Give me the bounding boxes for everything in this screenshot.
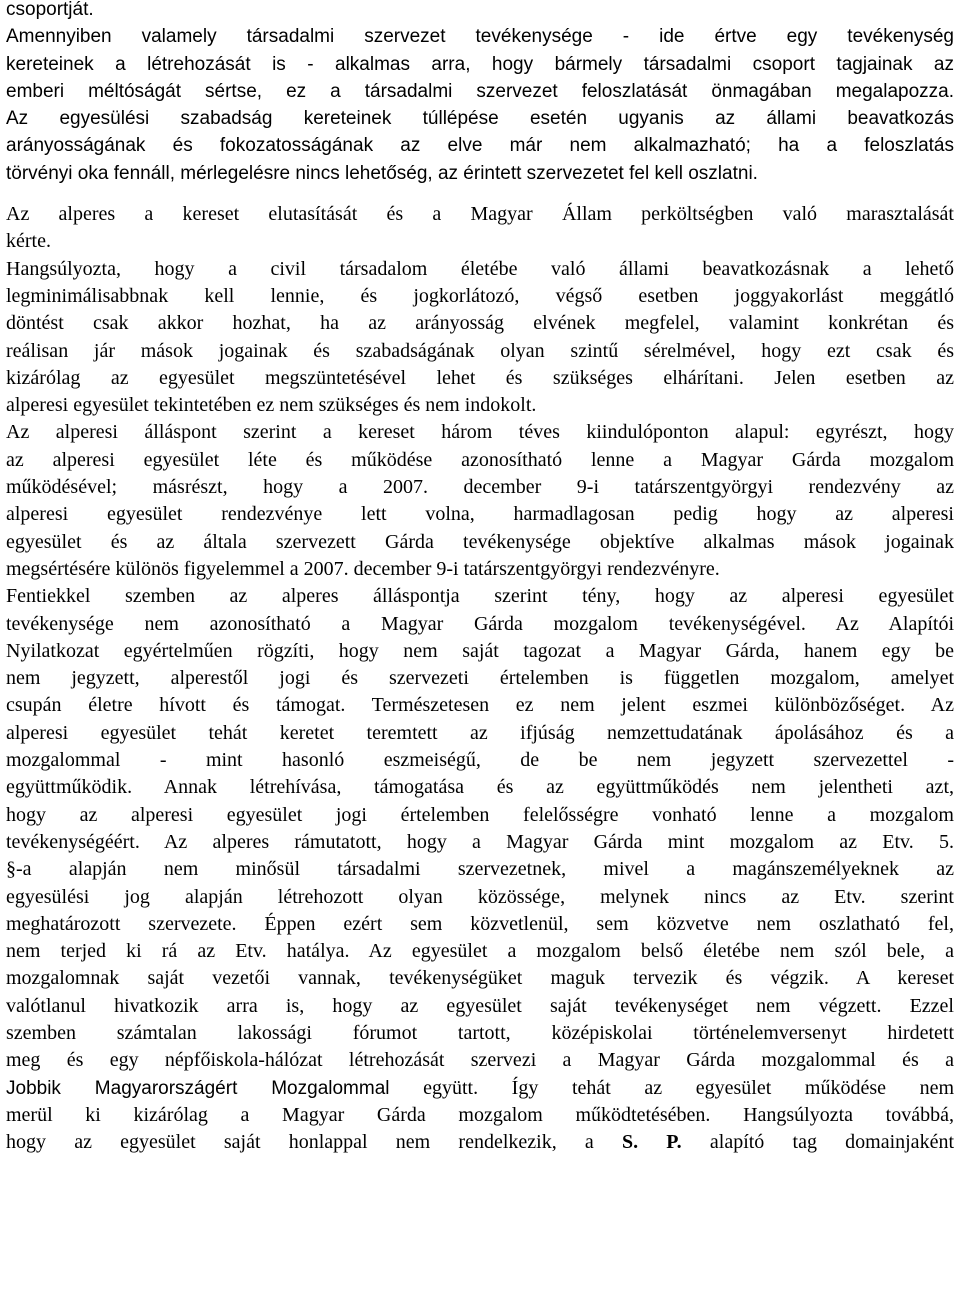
text-run: hogy az egyesület saját honlappal nem rendelkezik, a — [6, 1131, 622, 1154]
text-line: Nyilatkozat egyértelműen rögzíti, hogy nem saját tagozat a Magyar Gárda, hanem egy be — [6, 639, 954, 662]
text-line: kérte. — [6, 230, 51, 253]
paragraph-5 — [6, 419, 954, 583]
text-line: egyesület és az általa szervezett Gárda tevékenysége objektíve alkalmas mások jogainak — [6, 530, 954, 553]
text-line: működésével; másrészt, hogy a 2007. december 9-i tatárszentgyörgyi rendezvény az — [6, 476, 954, 499]
text-line: Az egyesülési szabadság kereteinek túllépése esetén ugyanis az állami beavatkozás — [6, 108, 954, 130]
text-line: Amennyiben valamely társadalmi szervezet tevékenysége - ide értve egy tevékenység — [6, 26, 954, 48]
text-line: tevékenysége nem azonosítható a Magyar Gárda mozgalom tevékenységével. Az Alapítói — [6, 612, 954, 635]
text-line: Az alperesi álláspont szerint a kereset három téves kiindulóponton alapul: egyrészt, hogy — [6, 421, 954, 444]
text-line: meg és egy népfőiskola-hálózat létrehozását szervezi a Magyar Gárda mozgalommal és a — [6, 1049, 954, 1072]
text-line: mozgalomnak saját vezetői vannak, tevékenységüket maguk tervezik és végzik. A kereset — [6, 967, 954, 990]
text-line: alperesi egyesület tehát keretet teremtett az ifjúság nemzettudatának ápolásához és a — [6, 721, 954, 744]
text-line: egyesülési jog alapján létrehozott olyan közössége, melynek nincs az Etv. szerint — [6, 885, 954, 908]
text-line — [6, 1129, 954, 1156]
text-line: tevékenységéért. Az alperes rámutatott, hogy a Magyar Gárda mint mozgalom az Etv. 5. — [6, 830, 954, 853]
text-line: legminimálisabbnak kell lennie, és jogkorlátozó, végső esetben joggyakorlást meggátló — [6, 284, 954, 307]
text-line: emberi méltóságát sértse, ez a társadalmi szervezet feloszlatását önmagában megalapozza. — [6, 80, 954, 102]
text-line: Fentiekkel szemben az alperes álláspontja szerint tény, hogy az alperesi egyesület — [6, 585, 954, 608]
text-line: nem terjed ki rá az Etv. hatálya. Az egyesület a mozgalom belső életébe nem szól bele, a — [6, 940, 954, 963]
text-line: §-a alapján nem minősül társadalmi szervezetnek, mivel a magánszemélyeknek az — [6, 858, 954, 881]
text-line — [6, 1075, 954, 1102]
text-line: arányosságának és fokozatosságának az elve már nem alkalmazható; ha a feloszlatás — [6, 135, 954, 157]
paragraph-3 — [6, 201, 954, 256]
paragraph-2 — [6, 105, 954, 187]
text-run: együtt. Így tehát az egyesület működése nem — [389, 1076, 955, 1099]
text-line: Az alperes a kereset elutasítását és a Magyar Állam perköltségben való marasztalását — [6, 203, 954, 226]
text-line: az alperesi egyesület léte és működése azonosítható lenne a Magyar Gárda mozgalom — [6, 448, 954, 471]
text-line: valótlanul hivatkozik arra is, hogy az egyesület saját tevékenységet nem végzett. Ezzel — [6, 994, 954, 1017]
text-line: csupán életre hívott és támogat. Természetesen ez nem jelent eszmei különbözőséget. Az — [6, 694, 954, 717]
text-line: meghatározott szervezete. Éppen ezért sem közvetlenül, sem közvetve nem oszlatható fel, — [6, 912, 954, 935]
text-line: szemben számtalan lakossági fórumot tartott, középiskolai történelemversenyt hirdetett — [6, 1021, 954, 1044]
text-line: megsértésére különös figyelemmel a 2007. december 9-i tatárszentgyörgyi rendezvényre. — [6, 557, 720, 580]
text-run: alapító tag domainjaként — [681, 1131, 954, 1154]
text-line: együttműködik. Annak létrehívása, támogatása és az együttműködés nem jelentheti azt, — [6, 776, 954, 799]
person-initials: S. P. — [621, 1131, 682, 1154]
text-line: nem jegyzett, alperestől jogi és szervezeti értelemben is független mozgalom, amelyet — [6, 667, 954, 690]
text-line: Hangsúlyozta, hogy a civil társadalom életébe való állami beavatkozásnak a lehető — [6, 257, 954, 280]
text-line: törvényi oka fennáll, mérlegelésre nincs lehetőség, az érintett szervezetet fel kell oszlatni. — [6, 162, 758, 184]
text-line: alperesi egyesület tekintetében ez nem szükséges és nem indokolt. — [6, 394, 537, 417]
paragraph-6 — [6, 583, 954, 1156]
text-line: hogy az alperesi egyesület jogi értelemben felelősségre vonható lenne a mozgalom — [6, 803, 954, 826]
paragraph-4 — [6, 256, 954, 420]
text-line: merül ki kizárólag a Magyar Gárda mozgalom működtetésében. Hangsúlyozta továbbá, — [6, 1103, 954, 1126]
document-page — [6, 0, 954, 1156]
text-line: csoportját. — [6, 0, 94, 20]
text-line: mozgalommal - mint hasonló eszmeiségű, de be nem jegyzett szervezettel - — [6, 749, 954, 772]
paragraph-spacer — [6, 187, 954, 201]
text-line: döntést csak akkor hozhat, ha az arányosság elvének megfelel, valamint konkrétan és — [6, 312, 954, 335]
paragraph-1 — [6, 0, 954, 105]
organization-name: Jobbik Magyarországért Mozgalommal — [6, 1077, 390, 1099]
text-line: alperesi egyesület rendezvénye lett volna, harmadlagosan pedig hogy az alperesi — [6, 503, 954, 526]
text-line: kereteinek a létrehozását is - alkalmas arra, hogy bármely társadalmi csoport tagjainak az — [6, 53, 954, 75]
text-line: kizárólag az egyesület megszüntetésével lehet és szükséges elhárítani. Jelen esetben az — [6, 366, 954, 389]
text-line: reálisan jár mások jogainak és szabadságának olyan szintű sérelmével, hogy ezt csak és — [6, 339, 954, 362]
